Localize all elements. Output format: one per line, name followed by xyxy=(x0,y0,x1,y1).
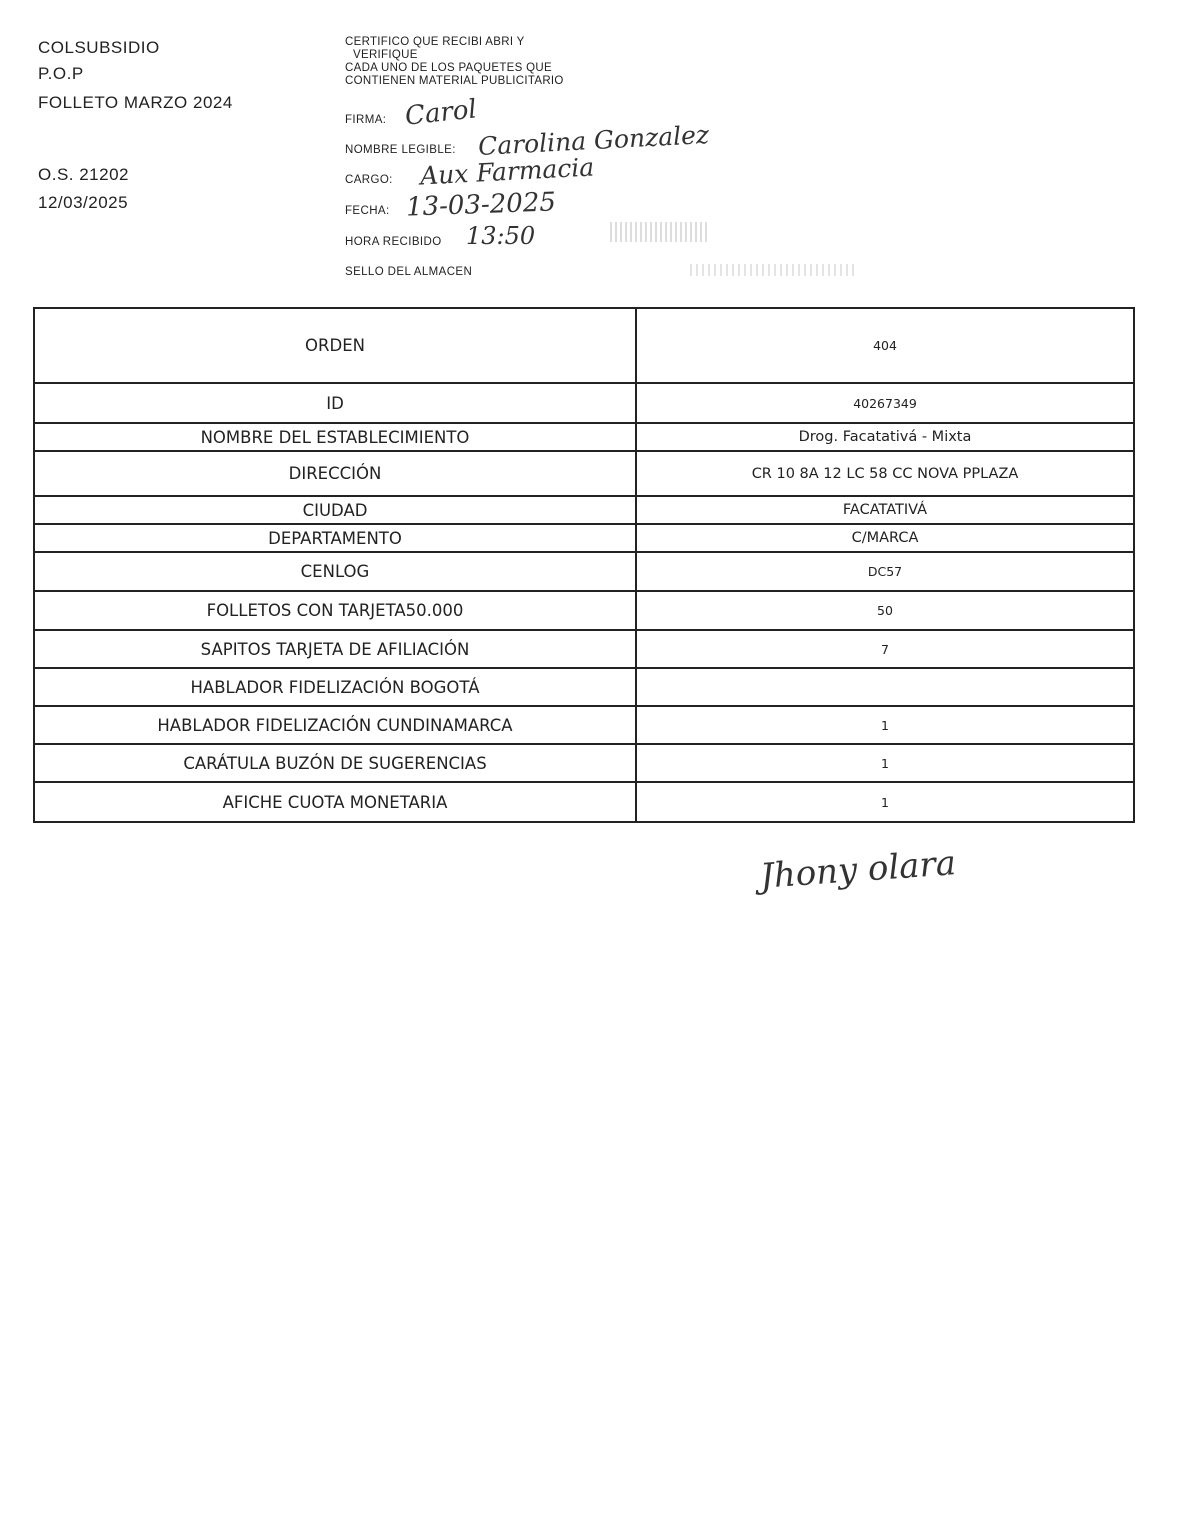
row-label: HABLADOR FIDELIZACIÓN BOGOTÁ xyxy=(34,668,636,706)
table-row xyxy=(34,782,1134,822)
pop-label: P.O.P xyxy=(38,64,84,83)
handwritten-signature: Jhony olara xyxy=(758,843,958,897)
row-value: 50 xyxy=(636,591,1134,630)
row-label: CIUDAD xyxy=(34,496,636,524)
row-label: NOMBRE DEL ESTABLECIMIENTO xyxy=(34,423,636,451)
row-label: HABLADOR FIDELIZACIÓN CUNDINAMARCA xyxy=(34,706,636,744)
row-label: DEPARTAMENTO xyxy=(34,524,636,552)
table-row xyxy=(34,451,1134,496)
table-row xyxy=(34,591,1134,630)
row-value xyxy=(636,668,1134,706)
table-row xyxy=(34,524,1134,552)
cargo-value: Aux Farmacia xyxy=(419,152,595,191)
firma-label: FIRMA: xyxy=(345,114,387,126)
delivery-table xyxy=(33,307,1135,823)
row-value: 7 xyxy=(636,630,1134,668)
os-number: O.S. 21202 xyxy=(38,165,130,184)
certificate-line: CONTIENEN MATERIAL PUBLICITARIO xyxy=(345,75,564,87)
row-label: CENLOG xyxy=(34,552,636,591)
table-row xyxy=(34,383,1134,423)
row-label: FOLLETOS CON TARJETA50.000 xyxy=(34,591,636,630)
row-value: CR 10 8A 12 LC 58 CC NOVA PPLAZA xyxy=(636,451,1134,496)
firma-signature: Carol xyxy=(403,94,479,132)
scan-noise xyxy=(690,264,855,276)
fecha-value: 13-03-2025 xyxy=(405,187,557,223)
row-value: 1 xyxy=(636,706,1134,744)
table-row xyxy=(34,423,1134,451)
cargo-label: CARGO: xyxy=(345,174,393,186)
fecha-label: FECHA: xyxy=(345,205,390,217)
header-date: 12/03/2025 xyxy=(38,193,129,212)
table-row xyxy=(34,630,1134,668)
row-label: ORDEN xyxy=(34,308,636,383)
row-value: C/MARCA xyxy=(636,524,1134,552)
table-row xyxy=(34,744,1134,782)
row-value: DC57 xyxy=(636,552,1134,591)
folleto-title: FOLLETO MARZO 2024 xyxy=(38,93,233,112)
certificate-line: CADA UNO DE LOS PAQUETES QUE xyxy=(345,62,552,74)
table-row xyxy=(34,668,1134,706)
row-value: Drog. Facatativá - Mixta xyxy=(636,423,1134,451)
row-value: 404 xyxy=(636,308,1134,383)
table-row xyxy=(34,496,1134,524)
certificate-line: VERIFIQUE xyxy=(353,49,418,61)
row-label: CARÁTULA BUZÓN DE SUGERENCIAS xyxy=(34,744,636,782)
nombre-value: Carolina Gonzalez xyxy=(477,119,710,162)
row-label: SAPITOS TARJETA DE AFILIACIÓN xyxy=(34,630,636,668)
table-row xyxy=(34,308,1134,383)
table-row xyxy=(34,552,1134,591)
sello-label: SELLO DEL ALMACEN xyxy=(345,266,473,278)
row-label: ID xyxy=(34,383,636,423)
row-value: 1 xyxy=(636,744,1134,782)
certificate-text xyxy=(345,36,564,88)
certificate-line: CERTIFICO QUE RECIBI ABRI Y xyxy=(345,36,525,48)
hora-value: 13:50 xyxy=(466,222,536,250)
nombre-label: NOMBRE LEGIBLE: xyxy=(345,144,456,156)
row-value: FACATATIVÁ xyxy=(636,496,1134,524)
row-label: DIRECCIÓN xyxy=(34,451,636,496)
table-row xyxy=(34,706,1134,744)
org-name: COLSUBSIDIO xyxy=(38,38,160,57)
row-value: 40267349 xyxy=(636,383,1134,423)
row-value: 1 xyxy=(636,782,1134,822)
scan-noise xyxy=(610,222,710,242)
row-label: AFICHE CUOTA MONETARIA xyxy=(34,782,636,822)
hora-label: HORA RECIBIDO xyxy=(345,236,442,248)
